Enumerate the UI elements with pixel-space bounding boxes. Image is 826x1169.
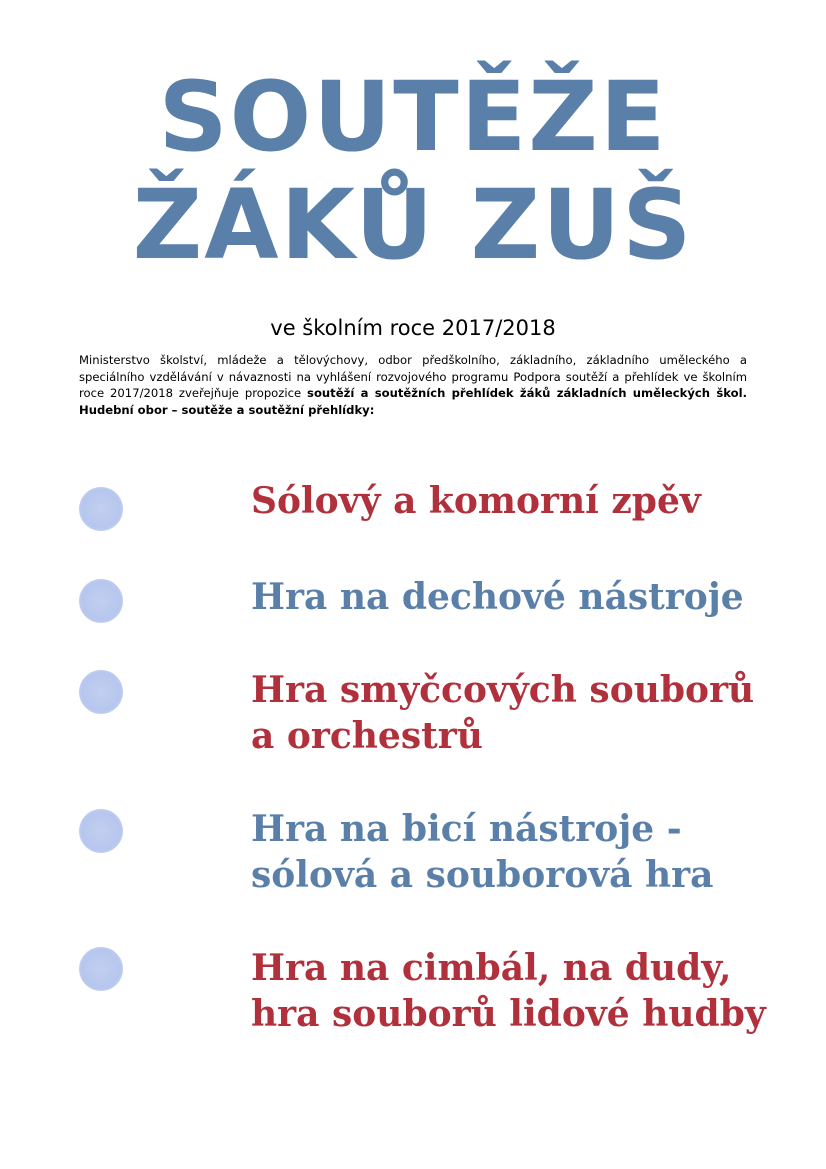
list-item-line-2: sólová a souborová hra [251,854,714,896]
list-item-line-1: Hra smyčcových souborů [251,669,755,711]
subtitle: ve školním roce 2017/2018 [270,316,556,340]
list-item-text [251,806,811,898]
title-line-1: SOUTĚŽE [158,61,668,173]
list-item-line-2: a orchestrů [251,715,483,757]
intro-text: Ministerstvo školství, mládeže a tělovýchovy, odbor předškolního, základního, základního uměleckého a speciálního vzdělávání v návaznosti na vyhlášení rozvojového programu Podpora soutěží a přehlídek ve školním roce 2017/2018 zveřejňuje propozice [79,353,747,400]
list-item-line-1: Hra na cimbál, na dudy, [251,947,732,989]
intro-paragraph [79,352,747,418]
list-item-line-2: hra souborů lidové hudby [251,993,766,1035]
list-item-text [251,667,811,759]
list-item-text [251,574,811,620]
list-item-line-1: Sólový a komorní zpěv [251,480,701,522]
list-item-line-1: Hra na dechové nástroje [251,576,744,618]
bullet-circle-icon [79,670,123,714]
bullet-circle-icon [79,947,123,991]
list-item-text [251,478,811,524]
list-item-line-1: Hra na bicí nástroje - [251,808,682,850]
list-item-text [251,945,811,1037]
bullet-circle-icon [79,579,123,623]
bullet-circle-icon [79,809,123,853]
bullet-circle-icon [79,487,123,531]
intro-bold-music-field: Hudební obor – soutěže a soutěžní přehlídky: [79,402,375,417]
title-line-2: ŽÁKŮ ZUŠ [132,169,694,281]
intro-bold-competitions: soutěží a soutěžních přehlídek žáků základních uměleckých škol. [307,386,747,400]
